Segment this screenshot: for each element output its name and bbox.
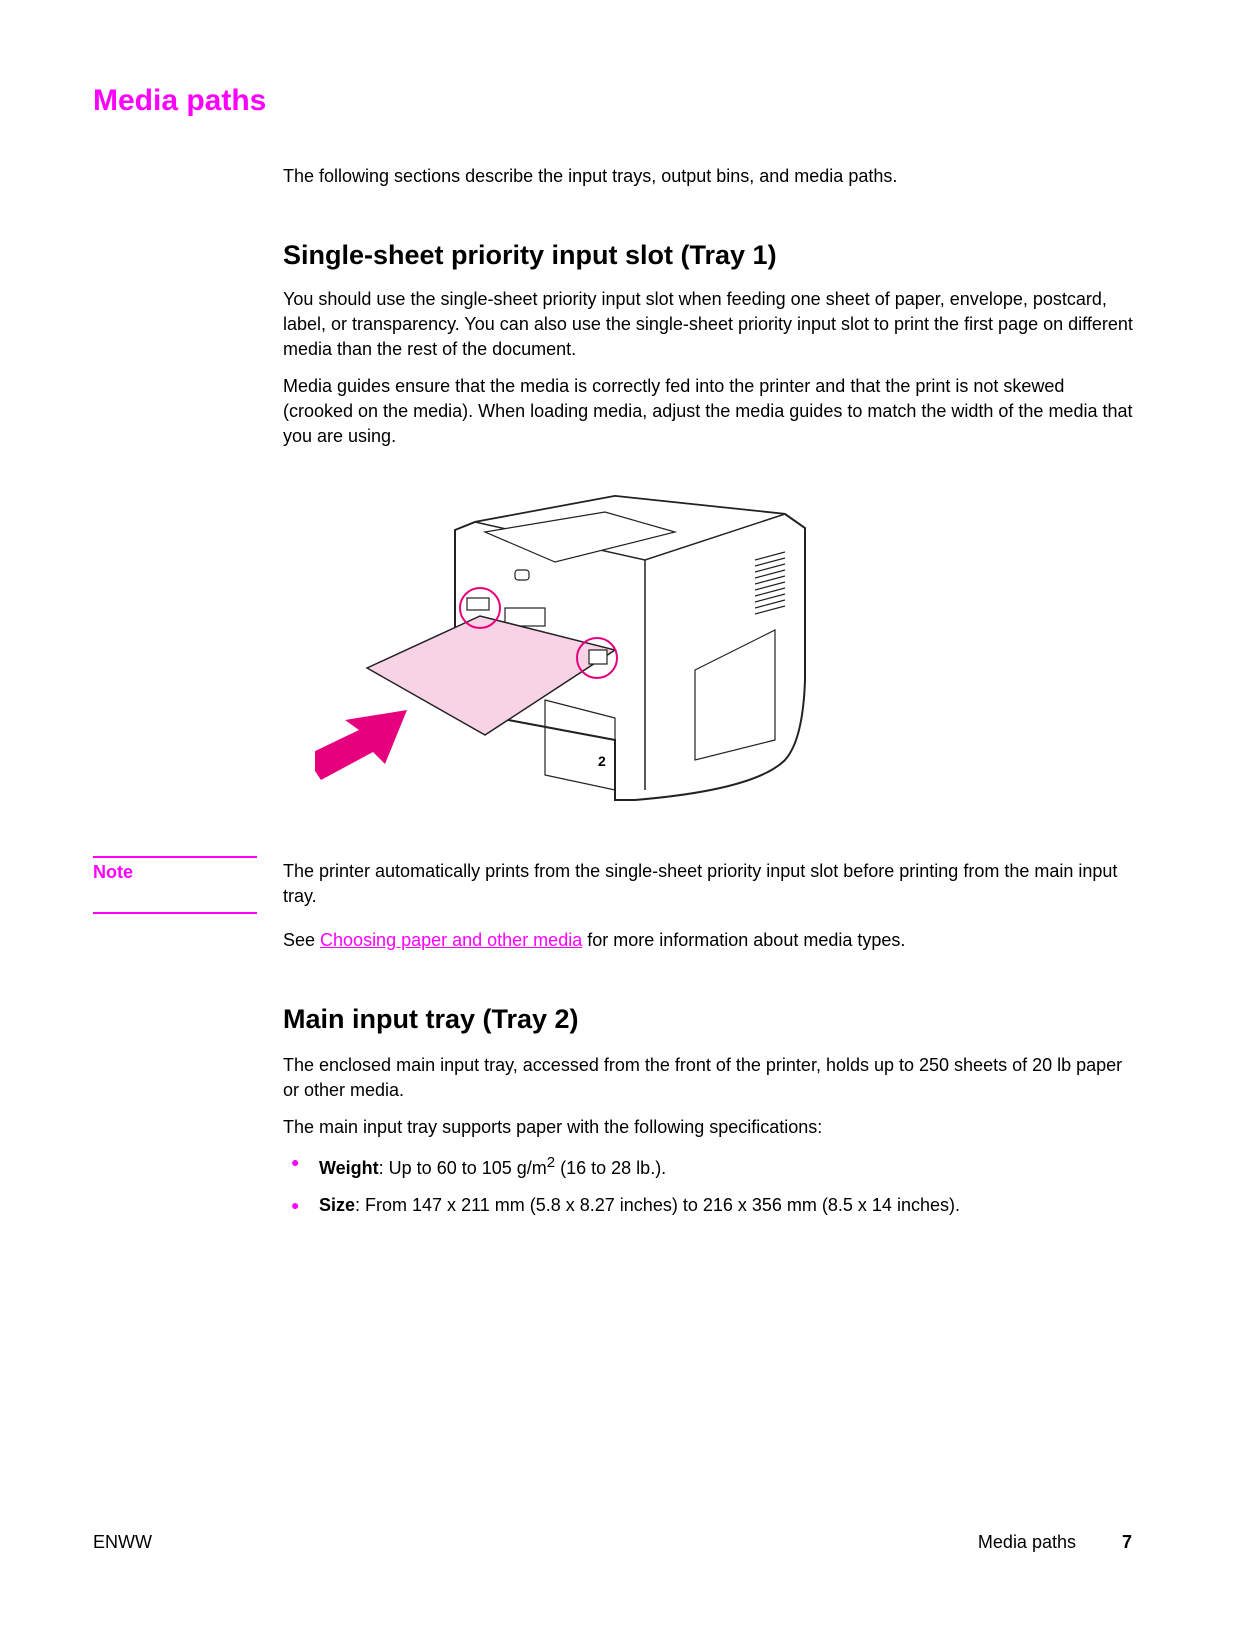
tray2-heading: Main input tray (Tray 2) — [283, 1004, 579, 1034]
insert-arrow — [315, 710, 407, 780]
spec-weight-term: Weight — [319, 1158, 379, 1178]
spec-list — [283, 1150, 1133, 1230]
media-guide-left — [467, 598, 489, 610]
bullet-icon: ● — [291, 1197, 300, 1213]
page-number: 7 — [1121, 1532, 1132, 1552]
bullet-icon: ● — [291, 1154, 300, 1170]
spec-weight-sup: 2 — [546, 1154, 556, 1171]
tray2-paragraph-1: The enclosed main input tray, accessed from the front of the printer, holds up to 250 sheets of 20 lb paper or other media. — [283, 1055, 1123, 1100]
printer-illustration — [315, 490, 835, 820]
footer-left: ENWW — [93, 1532, 152, 1552]
spec-size-value: : From 147 x 211 mm (5.8 x 8.27 inches) to 216 x 356 mm (8.5 x 14 inches). — [355, 1195, 960, 1215]
media-guide-right — [589, 650, 607, 664]
footer-right — [978, 1532, 1132, 1553]
spec-weight-value: : Up to 60 to 105 g/m — [378, 1158, 547, 1178]
tray1-paragraph-1: You should use the single-sheet priority input slot when feeding one sheet of paper, envelope, postcard, label, or transparency. You can also use the single-sheet priority input slot to print the first page on different media than the rest of the document. — [283, 289, 1133, 359]
note-label: Note — [93, 862, 133, 882]
spec-weight — [283, 1150, 1133, 1181]
footer-section: Media paths — [977, 1532, 1076, 1552]
see-also-text — [283, 928, 1133, 953]
spec-weight-extra: (16 to 28 lb.). — [555, 1158, 667, 1178]
tray2-paragraph-2: The main input tray supports paper with the following specifications: — [283, 1117, 823, 1137]
tray1-paragraph-2: Media guides ensure that the media is correctly fed into the printer and that the print is not skewed (crooked on the media). When loading media, adjust the media guides to match the width of the media that you are using. — [283, 376, 1133, 446]
tray-number-label: 2 — [598, 753, 606, 769]
intro-text: The following sections describe the input trays, output bins, and media paths. — [283, 166, 898, 186]
note-rule-top — [93, 856, 257, 858]
page-title: Media paths — [93, 84, 267, 117]
see-suffix: for more information about media types. — [582, 930, 906, 950]
see-prefix: See — [283, 930, 321, 950]
note-rule-bottom — [93, 912, 257, 914]
note-text: The printer automatically prints from the single-sheet priority input slot before printing from the main input tray. — [283, 861, 1118, 906]
spec-size — [283, 1193, 1133, 1218]
spec-size-term: Size — [319, 1195, 356, 1215]
tray1-heading: Single-sheet priority input slot (Tray 1) — [283, 240, 777, 270]
printer-drawing — [315, 490, 835, 820]
choosing-paper-link[interactable]: Choosing paper and other media — [320, 930, 583, 950]
